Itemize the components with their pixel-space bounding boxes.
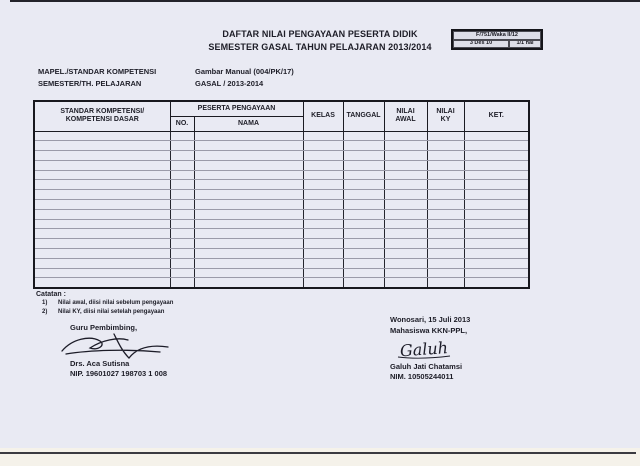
table-cell: [384, 160, 427, 170]
table-cell: [464, 278, 529, 288]
table-cell: [34, 219, 170, 229]
table-cell: [384, 151, 427, 161]
table-cell: [343, 229, 384, 239]
scan-bottom-strip: [0, 448, 640, 466]
table-cell: [384, 249, 427, 259]
sig-left-id: NIP. 19601027 198703 1 008: [70, 369, 168, 378]
header-ket: KET.: [464, 101, 529, 131]
header-peserta-pengayaan: PESERTA PENGAYAAN: [170, 101, 303, 116]
table-cell: [170, 180, 194, 190]
header-tanggal: TANGGAL: [343, 101, 384, 131]
table-cell: [194, 170, 303, 180]
table-cell: [427, 141, 464, 151]
table-cell: [464, 170, 529, 180]
table-cell: [194, 258, 303, 268]
table-cell: [34, 229, 170, 239]
table-cell: [427, 229, 464, 239]
table-cell: [170, 131, 194, 141]
note-num-1: 1): [42, 300, 48, 306]
table-cell: [34, 180, 170, 190]
table-cell: [384, 170, 427, 180]
table-cell: [34, 170, 170, 180]
form-code-stamp: [451, 29, 543, 50]
table-cell: [170, 190, 194, 200]
table-cell: [303, 160, 343, 170]
table-row: [34, 268, 529, 278]
table-row: [34, 219, 529, 229]
table-cell: [384, 209, 427, 219]
table-cell: [384, 258, 427, 268]
table-cell: [343, 219, 384, 229]
table-cell: [303, 278, 343, 288]
sig-right-script: Galuh: [399, 338, 449, 361]
table-row: [34, 258, 529, 268]
stamp-pages: 1/1 hal: [510, 41, 540, 48]
table-cell: [343, 151, 384, 161]
table-row: [34, 278, 529, 288]
table-cell: [343, 200, 384, 210]
document-title-line1: DAFTAR NILAI PENGAYAAN PESERTA DIDIK: [222, 29, 418, 39]
table-cell: [194, 151, 303, 161]
signature-block-right: [390, 314, 500, 382]
header-sk-kd-line1: STANDAR KOMPETENSI/: [60, 108, 145, 116]
table-cell: [427, 190, 464, 200]
table-cell: [427, 170, 464, 180]
table-cell: [343, 180, 384, 190]
grade-table-wrap: [33, 100, 530, 289]
table-cell: [34, 258, 170, 268]
table-cell: [427, 180, 464, 190]
table-cell: [170, 141, 194, 151]
table-cell: [34, 190, 170, 200]
sig-left-role: Guru Pembimbing,: [70, 323, 138, 332]
table-cell: [384, 180, 427, 190]
header-row-1: [34, 101, 529, 116]
table-row: [34, 141, 529, 151]
header-nilai-awal-line1: NILAI: [396, 108, 415, 116]
meta-label-mapel: MAPEL./STANDAR KOMPETENSI: [38, 67, 157, 76]
table-cell: [427, 258, 464, 268]
note-item-2: [36, 308, 173, 317]
table-cell: [427, 209, 464, 219]
table-cell: [384, 219, 427, 229]
sig-right-id: NIM. 10505244011: [390, 372, 454, 381]
meta-row-mapel: [38, 66, 294, 78]
sig-left-signature: [70, 333, 180, 359]
header-nilai-ky-line2: KY: [440, 116, 451, 124]
table-cell: [303, 268, 343, 278]
table-cell: [384, 141, 427, 151]
table-cell: [194, 278, 303, 288]
table-cell: [464, 160, 529, 170]
table-cell: [303, 200, 343, 210]
stamp-meta-row: [453, 40, 541, 49]
table-cell: [427, 278, 464, 288]
table-cell: [194, 131, 303, 141]
meta-row-semester: [38, 78, 294, 90]
table-cell: [170, 209, 194, 219]
table-cell: [194, 219, 303, 229]
table-cell: [303, 258, 343, 268]
table-cell: [194, 180, 303, 190]
table-cell: [303, 219, 343, 229]
table-cell: [427, 160, 464, 170]
table-cell: [34, 268, 170, 278]
table-cell: [194, 209, 303, 219]
handwritten-signature-icon: [394, 335, 494, 365]
table-row: [34, 239, 529, 249]
meta-value-mapel: Gambar Manual (004/PK/17): [195, 67, 294, 76]
signature-block-left: [70, 322, 180, 379]
table-cell: [194, 190, 303, 200]
table-cell: [464, 180, 529, 190]
table-cell: [170, 249, 194, 259]
table-cell: [34, 200, 170, 210]
note-item-1: [36, 299, 173, 308]
table-cell: [194, 160, 303, 170]
table-cell: [303, 190, 343, 200]
table-cell: [464, 239, 529, 249]
sig-right-name: Galuh Jati Chatamsi: [390, 362, 463, 371]
sig-right-role: Mahasiswa KKN-PPL,: [390, 326, 468, 335]
table-row: [34, 180, 529, 190]
stamp-code-row: [453, 31, 541, 40]
table-cell: [303, 180, 343, 190]
header-kelas: KELAS: [303, 101, 343, 131]
table-cell: [194, 239, 303, 249]
table-cell: [384, 131, 427, 141]
table-cell: [343, 258, 384, 268]
table-cell: [34, 151, 170, 161]
table-cell: [170, 278, 194, 288]
table-cell: [303, 229, 343, 239]
form-meta: [38, 66, 294, 90]
table-cell: [170, 151, 194, 161]
table-cell: [464, 131, 529, 141]
table-cell: [303, 170, 343, 180]
table-row: [34, 249, 529, 259]
table-cell: [34, 249, 170, 259]
table-cell: [427, 151, 464, 161]
table-cell: [170, 200, 194, 210]
table-cell: [194, 249, 303, 259]
table-cell: [34, 209, 170, 219]
table-cell: [343, 131, 384, 141]
table-cell: [343, 239, 384, 249]
table-cell: [384, 278, 427, 288]
header-sk-kd-line2: KOMPETENSI DASAR: [65, 116, 139, 124]
table-cell: [343, 278, 384, 288]
table-row: [34, 209, 529, 219]
header-sk-kd: [34, 101, 170, 131]
sig-right-signature: [390, 336, 500, 362]
table-cell: [343, 170, 384, 180]
table-cell: [194, 141, 303, 151]
table-cell: [384, 268, 427, 278]
table-cell: [343, 268, 384, 278]
sig-right-place-date: Wonosari, 15 Juli 2013: [390, 315, 471, 324]
meta-label-semester: SEMESTER/TH. PELAJARAN: [38, 79, 142, 88]
stamp-code: F/751/Waka II/12: [454, 32, 540, 39]
table-cell: [464, 258, 529, 268]
table-cell: [170, 229, 194, 239]
table-cell: [170, 170, 194, 180]
table-cell: [464, 141, 529, 151]
table-cell: [343, 209, 384, 219]
table-cell: [427, 200, 464, 210]
table-cell: [464, 190, 529, 200]
table-cell: [170, 268, 194, 278]
document-title: [160, 28, 480, 54]
grade-table: [33, 100, 530, 289]
table-cell: [384, 190, 427, 200]
table-cell: [34, 141, 170, 151]
header-nama: NAMA: [194, 116, 303, 131]
table-cell: [384, 239, 427, 249]
header-nilai-awal: [384, 101, 427, 131]
header-nilai-ky: [427, 101, 464, 131]
table-cell: [170, 239, 194, 249]
table-cell: [464, 229, 529, 239]
table-body: [34, 131, 529, 288]
sig-left-name: Drs. Aca Sutisna: [70, 359, 130, 368]
table-cell: [34, 239, 170, 249]
table-cell: [427, 219, 464, 229]
table-cell: [170, 258, 194, 268]
table-cell: [303, 239, 343, 249]
table-cell: [34, 131, 170, 141]
table-cell: [464, 200, 529, 210]
table-cell: [343, 249, 384, 259]
table-row: [34, 190, 529, 200]
table-cell: [34, 278, 170, 288]
scan-top-edge: [10, 0, 640, 2]
table-row: [34, 131, 529, 141]
header-nilai-ky-line1: NILAI: [436, 108, 455, 116]
table-cell: [464, 268, 529, 278]
table-cell: [343, 160, 384, 170]
table-cell: [303, 141, 343, 151]
table-cell: [194, 200, 303, 210]
table-cell: [427, 131, 464, 141]
table-cell: [303, 151, 343, 161]
table-cell: [34, 160, 170, 170]
table-cell: [343, 141, 384, 151]
table-cell: [384, 229, 427, 239]
stamp-date: 3 Des 10: [454, 41, 508, 48]
table-cell: [194, 268, 303, 278]
table-row: [34, 229, 529, 239]
table-row: [34, 151, 529, 161]
table-cell: [427, 249, 464, 259]
note-text-2: Nilai KY, diisi nilai setelah pengayaan: [58, 309, 165, 315]
table-cell: [170, 160, 194, 170]
header-nilai-awal-line2: AWAL: [395, 116, 416, 124]
table-cell: [194, 229, 303, 239]
notes-title: Catatan :: [36, 291, 66, 298]
table-row: [34, 170, 529, 180]
table-cell: [464, 219, 529, 229]
table-row: [34, 200, 529, 210]
table-cell: [464, 249, 529, 259]
header-no: NO.: [170, 116, 194, 131]
table-cell: [343, 190, 384, 200]
table-cell: [464, 151, 529, 161]
table-cell: [303, 209, 343, 219]
table-cell: [170, 219, 194, 229]
meta-value-semester: GASAL / 2013-2014: [195, 79, 264, 88]
table-row: [34, 160, 529, 170]
table-cell: [427, 239, 464, 249]
table-cell: [303, 131, 343, 141]
table-cell: [464, 209, 529, 219]
table-cell: [427, 268, 464, 278]
table-cell: [384, 200, 427, 210]
scan-bottom-edge: [0, 452, 636, 454]
document-title-line2: SEMESTER GASAL TAHUN PELAJARAN 2013/2014: [208, 42, 432, 52]
handwritten-signature-icon: [56, 331, 176, 363]
note-num-2: 2): [42, 309, 48, 315]
note-text-1: Nilai awal, diisi nilai sebelum pengayaan: [58, 300, 174, 306]
table-cell: [303, 249, 343, 259]
notes-section: [36, 290, 173, 317]
